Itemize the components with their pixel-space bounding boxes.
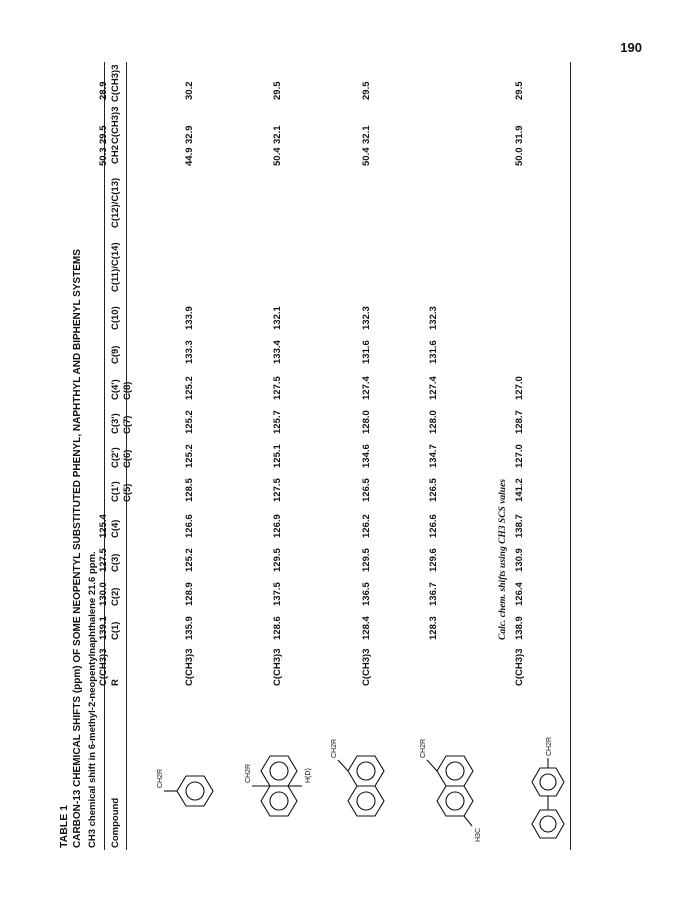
table-cell-c9: 133.4 [272,340,283,364]
header-r: R [110,679,121,686]
table-cell-c1: 128.3 [428,616,439,640]
table-cell-c: 128.7 [514,410,525,434]
table-cell-a: 127.5 [272,478,283,502]
table-cell-ch3: 29.5 [514,81,525,100]
table-cell-c2: 128.9 [184,582,195,606]
header-c4p-c8: C(4') C(8) [110,379,133,400]
table-cell-c1: 128.4 [361,616,372,640]
header-compound: Compound [110,797,121,848]
label-ch2r-4: CH2R [420,738,427,758]
table-row [98,62,118,852]
label-ch2r-5: CH2R [546,736,553,756]
table-cell-r: C(CH3)3 [361,648,372,686]
header-rule-bottom [126,62,127,850]
header-c2p-c6: C(2') C(6) [110,447,133,468]
table-cell-cq: 32.9 [184,125,195,144]
table-cell-c9: 131.6 [428,340,439,364]
table-cell-c10: 133.9 [184,306,195,330]
header-c1: C(1) [110,621,121,640]
table-cell-c2: 130.0 [98,582,109,606]
table-cell-c: 125.7 [272,410,283,434]
page-number: 190 [620,40,642,55]
table-cell-c10: 132.3 [361,306,372,330]
table-cell-c: 128.0 [428,410,439,434]
header-c12: C(12)/C(13) [110,177,121,228]
table-cell-c1: 128.6 [272,616,283,640]
label-ch2r-3: CH2R [331,738,338,758]
label-hd: H(D) [305,768,312,783]
table-row [272,62,292,852]
table-cell-cq: 32.1 [272,125,283,144]
table-cell-b: 134.7 [428,444,439,468]
table-row [361,62,381,852]
table-cell-d: 127.5 [272,376,283,400]
header-c11: C(11)/C(14) [110,242,121,292]
table-cell-c2: 126.4 [514,582,525,606]
table-subtitle: CH3 chemical shift in 6-methyl-2-neopentylnaphthalene 21.6 ppm. [87,551,98,848]
table-cell-ch2: 44.9 [184,147,195,166]
table-row [514,62,534,852]
table-cell-ch2: 50.0 [514,147,525,166]
table-cell-c3: 129.6 [428,548,439,572]
table-cell-c3: 125.2 [184,548,195,572]
table-cell-d: 127.4 [428,376,439,400]
label-ch2r-2: CH2R [245,763,252,783]
header-ch2: CH2 [110,144,121,164]
table-cell-c4: 126.6 [428,514,439,538]
table-cell-c2: 136.7 [428,582,439,606]
table-cell-c3: 129.5 [361,548,372,572]
table-cell-b: 134.6 [361,444,372,468]
table-cell-d: 127.0 [514,376,525,400]
table-cell-cq: 32.1 [361,125,372,144]
table-row [184,62,204,852]
table-cell-c10: 132.1 [272,306,283,330]
table-cell-a: 141.2 [514,478,525,502]
table-cell-r: C(CH3)3 [514,648,525,686]
table-cell-c4: 126.9 [272,514,283,538]
table-cell-c: 128.0 [361,410,372,434]
table-cell-b: 127.0 [514,444,525,468]
table-cell-c: 125.2 [184,410,195,434]
table-cell-c4: 138.7 [514,514,525,538]
table-cell-ch3: 28.9 [98,81,109,100]
table-cell-c1: 135.9 [184,616,195,640]
table-cell-ch3: 29.5 [272,81,283,100]
header-c1p-c5: C(1') C(5) [110,481,133,502]
label-h3c: H3C [475,827,482,842]
table-cell-a: 126.5 [361,478,372,502]
table-title: CARBON-13 CHEMICAL SHIFTS (ppm) OF SOME NEOPENTYL SUBSTITUTED PHENYL, NAPHTHYL AND BIPHENYL SYSTEMS [72,249,83,848]
header-c4: C(4) [110,519,121,538]
table-cell-c3: 130.9 [514,548,525,572]
table-cell-d: 125.2 [184,376,195,400]
table-cell-b: 125.1 [272,444,283,468]
header-cq: C(CH3)3 [110,106,121,144]
header-ch3: C(CH3)3 [110,64,121,102]
table-cell-cq: 29.5 [98,125,109,144]
table-cell-c4: 126.6 [184,514,195,538]
table-cell-a: 128.5 [184,478,195,502]
table-cell-cq: 31.9 [514,125,525,144]
table-cell-ch2: 50.4 [272,147,283,166]
table-cell-c2: 136.5 [361,582,372,606]
table-cell-ch2: 50.3 [98,147,109,166]
table-cell-c1: 139.1 [98,616,109,640]
table-cell-c3: 129.5 [272,548,283,572]
table-rule-bottom [570,62,571,850]
table-cell-r: C(CH3)3 [272,648,283,686]
calc-note: Calc. chem. shifts using CH3 SCS values [498,478,508,640]
table-cell-b: 125.2 [184,444,195,468]
table-cell-d: 127.4 [361,376,372,400]
table-cell-r: C(CH3)3 [184,648,195,686]
table-cell-c3: 127.5 [98,548,109,572]
label-ch2r-1: CH2R [157,768,164,788]
table-cell-ch2: 50.4 [361,147,372,166]
header-c3p-c7: C(3') C(7) [110,413,133,434]
table-cell-ch3: 29.5 [361,81,372,100]
table-cell-a: 126.5 [428,478,439,502]
table-cell-c2: 137.5 [272,582,283,606]
table-cell-r: C(CH3)3 [98,648,109,686]
header-c10: C(10) [110,306,121,330]
table-cell-c10: 132.3 [428,306,439,330]
table-cell-c1: 138.9 [514,616,525,640]
table-label: TABLE 1 [58,805,70,848]
table-row [428,62,448,852]
table-cell-c4: 125.4 [98,514,109,538]
table-cell-c9: 133.3 [184,340,195,364]
header-c3: C(3) [110,553,121,572]
table-cell-c9: 131.6 [361,340,372,364]
header-c9: C(9) [110,345,121,364]
header-c2: C(2) [110,587,121,606]
rotated-table [56,62,576,852]
table-cell-c4: 126.2 [361,514,372,538]
table-cell-ch3: 30.2 [184,81,195,100]
